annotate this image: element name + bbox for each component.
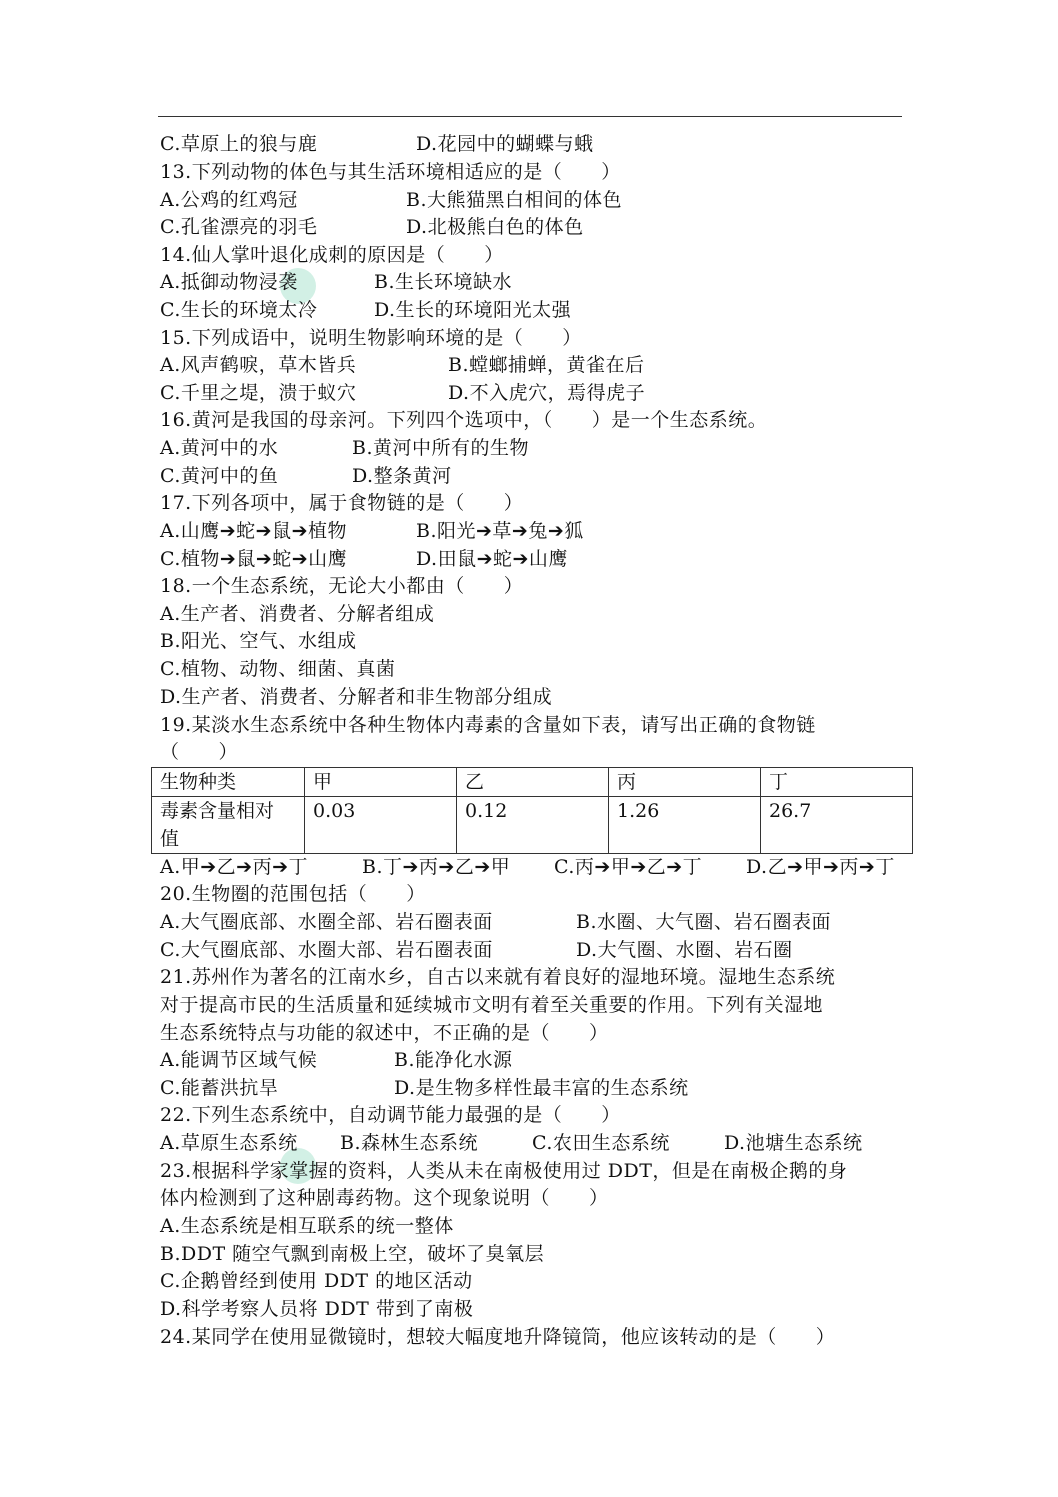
q13-option-a: A.公鸡的红鸡冠 [160,189,298,211]
q19-stem: 19.某淡水生态系统中各种生物体内毒素的含量如下表，请写出正确的食物链 [160,714,816,736]
table-cell: 1.26 [609,797,761,854]
q24-stem: 24.某同学在使用显微镜时，想较大幅度地升降镜筒，他应该转动的是（ ） [160,1326,836,1348]
q18-option-b: B.阳光、空气、水组成 [160,630,357,652]
q19-option-c: C.丙➔甲➔乙➔丁 [554,856,703,878]
q21-option-d: D.是生物多样性最丰富的生态系统 [394,1077,689,1099]
q19-answer-paren: （ ） [160,741,239,763]
q21-stem-line1: 21.苏州作为著名的江南水乡，自古以来就有着良好的湿地环境。湿地生态系统 [160,966,836,988]
q14-option-a: A.抵御动物浸袭 [160,271,298,293]
q16-option-a: A.黄河中的水 [160,437,279,459]
q20-option-a: A.大气圈底部、水圈全部、岩石圈表面 [160,911,493,933]
q13-option-b: B.大熊猫黑白相间的体色 [406,189,623,211]
q21-stem-line2: 对于提高市民的生活质量和延续城市文明有着至关重要的作用。下列有关湿地 [160,994,824,1016]
q17-option-d: D.田鼠➔蛇➔山鹰 [416,548,568,570]
q20-option-d: D.大气圈、水圈、岩石圈 [576,939,793,961]
q15-option-b: B.螳螂捕蝉，黄雀在后 [448,354,645,376]
header-rule [158,116,902,117]
table-header-cell: 甲 [305,768,457,797]
q14-option-b: B.生长环境缺水 [374,271,513,293]
q23-stem-line1: 23.根据科学家掌握的资料，人类从未在南极使用过 DDT，但是在南极企鹅的身 [160,1160,848,1182]
q20-stem: 20.生物圈的范围包括（ ） [160,883,426,905]
q23-option-c: C.企鹅曾经到使用 DDT 的地区活动 [160,1270,473,1292]
table-header-cell: 生物种类 [152,768,305,797]
q14-option-d: D.生长的环境阳光太强 [374,299,572,321]
q22-option-c: C.农田生态系统 [532,1132,670,1154]
q21-option-a: A.能调节区域气候 [160,1049,318,1071]
row-label-line: 毒素含量相对 [160,800,275,822]
q22-stem: 22.下列生态系统中，自动调节能力最强的是（ ） [160,1104,621,1126]
q22-option-a: A.草原生态系统 [160,1132,298,1154]
q15-option-c: C.千里之堤，溃于蚁穴 [160,382,357,404]
q15-option-a: A.风声鹤唳，草木皆兵 [160,354,357,376]
q23-stem-line2: 体内检测到了这种剧毒药物。这个现象说明（ ） [160,1187,609,1209]
q18-stem: 18.一个生态系统，无论大小都由（ ） [160,575,524,597]
table-cell: 26.7 [761,797,913,854]
q12-option-c: C.草原上的狼与鹿 [160,133,318,155]
q23-option-a: A.生态系统是相互联系的统一整体 [160,1215,454,1237]
q21-option-b: B.能净化水源 [394,1049,513,1071]
toxin-table [151,767,913,854]
q13-option-d: D.北极熊白色的体色 [406,216,584,238]
q16-option-c: C.黄河中的鱼 [160,465,279,487]
q23-option-b: B.DDT 随空气飘到南极上空，破坏了臭氧层 [160,1243,545,1265]
q19-option-d: D.乙➔甲➔丙➔丁 [746,856,895,878]
q17-option-c: C.植物➔鼠➔蛇➔山鹰 [160,548,348,570]
q19-option-b: B.丁➔丙➔乙➔甲 [362,856,511,878]
table-cell: 0.03 [305,797,457,854]
q21-option-c: C.能蓄洪抗旱 [160,1077,279,1099]
table-header-cell: 丙 [609,768,761,797]
q17-option-b: B.阳光➔草➔兔➔狐 [416,520,584,542]
q22-option-b: B.森林生态系统 [340,1132,479,1154]
q20-option-c: C.大气圈底部、水圈大部、岩石圈表面 [160,939,493,961]
q16-option-d: D.整条黄河 [352,465,452,487]
q22-option-d: D.池塘生态系统 [724,1132,863,1154]
q17-stem: 17.下列各项中，属于食物链的是（ ） [160,492,524,514]
q15-option-d: D.不入虎穴，焉得虎子 [448,382,646,404]
table-row-label [152,797,305,854]
table-row [152,797,913,854]
q16-option-b: B.黄河中所有的生物 [352,437,530,459]
q18-option-a: A.生产者、消费者、分解者组成 [160,603,435,625]
table-header-cell: 丁 [761,768,913,797]
q12-option-d: D.花园中的蝴蝶与蛾 [416,133,594,155]
q21-stem-line3: 生态系统特点与功能的叙述中，不正确的是（ ） [160,1022,609,1044]
table-header-cell: 乙 [457,768,609,797]
q15-stem: 15.下列成语中，说明生物影响环境的是（ ） [160,327,582,349]
q13-option-c: C.孔雀漂亮的羽毛 [160,216,318,238]
q14-option-c: C.生长的环境太冷 [160,299,318,321]
q20-option-b: B.水圈、大气圈、岩石圈表面 [576,911,832,933]
q13-stem: 13.下列动物的体色与其生活环境相适应的是（ ） [160,161,621,183]
q17-option-a: A.山鹰➔蛇➔鼠➔植物 [160,520,348,542]
q19-option-a: A.甲➔乙➔丙➔丁 [160,856,309,878]
q23-option-d: D.科学考察人员将 DDT 带到了南极 [160,1298,474,1320]
q14-stem: 14.仙人掌叶退化成刺的原因是（ ） [160,244,504,266]
row-label-line: 值 [160,828,180,850]
q18-option-d: D.生产者、消费者、分解者和非生物部分组成 [160,686,553,708]
table-row [152,768,913,797]
table-cell: 0.12 [457,797,609,854]
q16-stem: 16.黄河是我国的母亲河。下列四个选项中，（ ）是一个生态系统。 [160,409,768,431]
q18-option-c: C.植物、动物、细菌、真菌 [160,658,396,680]
